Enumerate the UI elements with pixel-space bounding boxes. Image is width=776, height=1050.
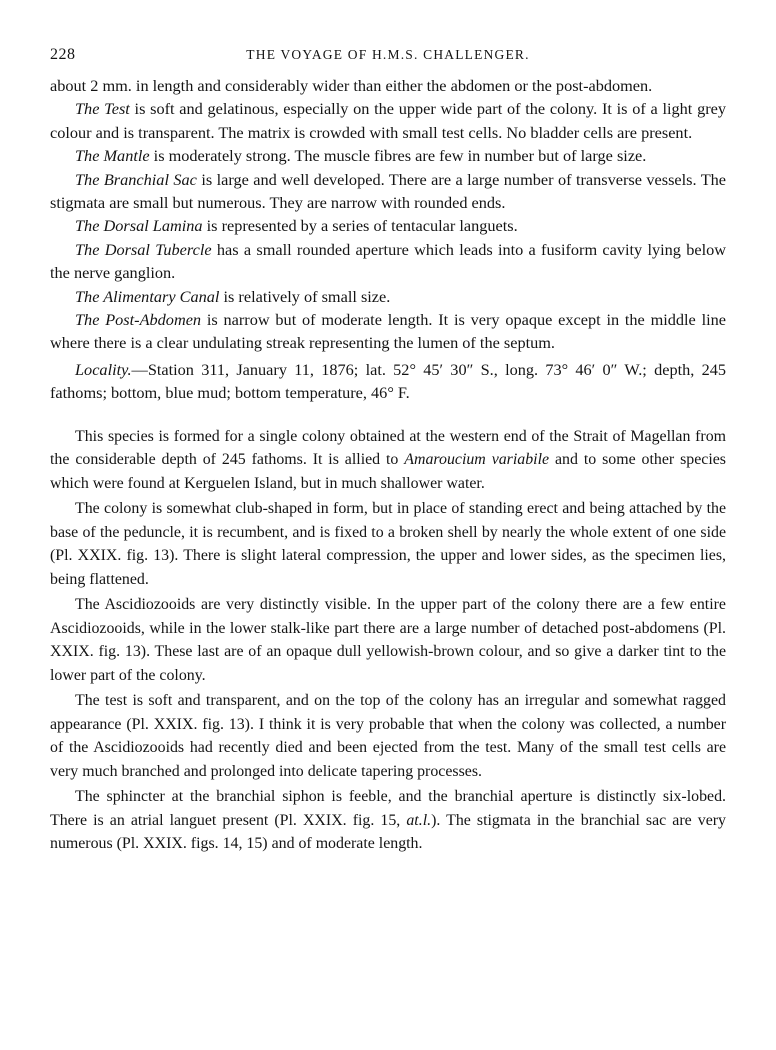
locality-text: —Station 311, January 11, 1876; lat. 52° 45′ 30″ S., long. 73° 46′ 0″ W.; depth, 245 fathoms; bottom, blue mud; bottom temperature, 46° F. xyxy=(50,359,726,403)
figure-abbreviation: at.l. xyxy=(406,811,432,829)
description-paragraph xyxy=(50,308,726,355)
description-label: The Dorsal Tubercle xyxy=(75,239,212,259)
section-spacer xyxy=(50,405,726,425)
discussion-paragraph xyxy=(50,497,726,591)
description-text: is soft and gelatinous, especially on the upper wide part of the colony. It is of a light grey colour and is transparent. The matrix is crowded with small test cells. No bladder cells are present. xyxy=(50,99,726,142)
description-paragraph xyxy=(50,74,726,97)
description-label: The Post-Abdomen xyxy=(75,310,202,330)
description-text: about 2 mm. in length and considerably wider than either the abdomen or the post-abdomen. xyxy=(50,76,653,95)
discussion-paragraph xyxy=(50,593,726,687)
discussion-text: The colony is somewhat club-shaped in form, but in place of standing erect and being attached by the base of the peduncle, it is recumbent, and is fixed to a broken shell by nearly the whole extent of one side (Pl. XXIX. fig. 13). There is slight lateral compression, the upper and lower sides, as the specimen lies, being flattened. xyxy=(50,500,726,588)
locality-label: Locality. xyxy=(75,359,132,379)
description-text: is represented by a series of tentacular languets. xyxy=(202,216,518,236)
description-paragraph xyxy=(50,144,726,167)
description-text: is narrow but of moderate length. It is very opaque except in the middle line where there is a clear undulating streak representing the lumen of the septum. xyxy=(50,310,726,353)
discussion-text: The sphincter at the branchial siphon is feeble, and the branchial aperture is distinctly six-lobed. There is an atrial languet present (Pl. XXIX. fig. 15, xyxy=(50,788,726,829)
discussion-text: This species is formed for a single colony obtained at the western end of the Strait of Magellan from the considerable depth of 245 fathoms. It is allied to xyxy=(50,427,726,469)
description-text: has a small rounded aperture which leads into a fusiform cavity lying below the nerve ganglion. xyxy=(50,239,727,283)
description-label: The Dorsal Lamina xyxy=(75,216,203,236)
discussion-text: The test is soft and transparent, and on the top of the colony has an irregular and somewhat ragged appearance (Pl. XXIX. fig. 13). I think it is very probable that when the colony was collected, a number of the Ascidiozooids had recently died and been ejected from the test. Many of the small test cells are very much branched and prolonged into delicate tapering processes. xyxy=(50,692,726,780)
description-label: The Branchial Sac xyxy=(75,169,197,189)
discussion-paragraph xyxy=(50,425,726,496)
description-label: The Test xyxy=(75,99,130,119)
species-discussion xyxy=(50,425,726,856)
discussion-text: and to some other species which were found at Kerguelen Island, but in much shallower water. xyxy=(50,451,726,492)
description-paragraph xyxy=(50,238,726,285)
running-title: THE VOYAGE OF H.M.S. CHALLENGER. xyxy=(246,47,530,62)
description-label: The Mantle xyxy=(75,146,150,166)
discussion-text: The Ascidiozooids are very distinctly visible. In the upper part of the colony there are a few entire Ascidiozooids, while in the lower stalk-like part there are a large number of detached post-abdomens (Pl. XXIX. fig. 13). These last are of an opaque dull yellowish-brown colour, and so give a darker tint to the lower part of the colony. xyxy=(50,596,726,684)
page xyxy=(50,46,726,856)
description-paragraph xyxy=(50,97,726,144)
description-paragraph xyxy=(50,214,726,237)
description-paragraph xyxy=(50,168,726,215)
description-text: is moderately strong. The muscle fibres are few in number but of large size. xyxy=(149,146,647,166)
species-name: Amaroucium variabile xyxy=(404,451,550,469)
locality-paragraph xyxy=(50,358,726,405)
discussion-paragraph xyxy=(50,689,726,783)
description-text: is large and well developed. There are a large number of transverse vessels. The stigmata are small but numerous. They are narrow with rounded ends. xyxy=(50,169,727,213)
page-number: 228 xyxy=(50,46,76,63)
description-paragraph xyxy=(50,285,726,308)
description-text: is relatively of small size. xyxy=(219,286,391,306)
page-header xyxy=(50,46,726,74)
species-description xyxy=(50,74,726,405)
discussion-paragraph xyxy=(50,785,726,856)
description-label: The Alimentary Canal xyxy=(75,286,220,306)
discussion-text: ). The stigmata in the branchial sac are very numerous (Pl. XXIX. figs. 14, 15) and of moderate length. xyxy=(50,811,726,853)
